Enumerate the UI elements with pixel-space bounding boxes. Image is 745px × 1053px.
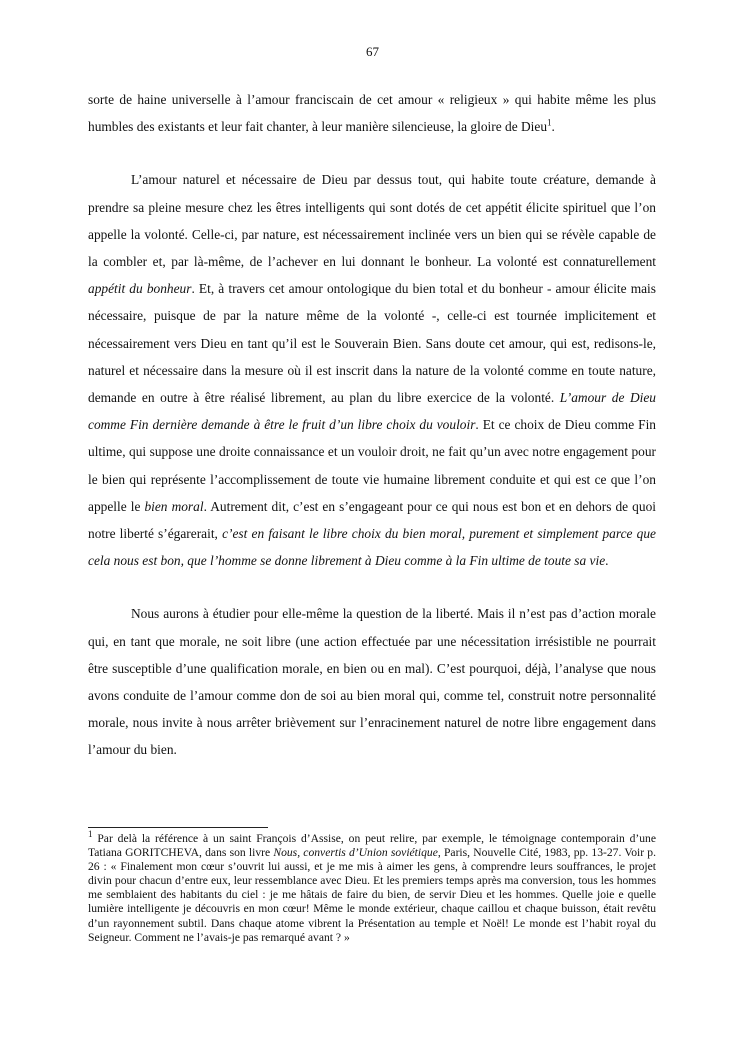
text-run: L’amour naturel et nécessaire de Dieu par dessus tout, qui habite toute créature, demande à prendre sa pleine mesure chez les êtres intelligents qui sont dotés de cet appétit élicite spirituel que l’on appelle la volonté. Celle-ci, par nature, est nécessairement inclinée vers un bien qui se révèle capable de la combler et, par là-même, de l’achever en lui donnant le bonheur. La volonté est connaturellement (88, 172, 656, 270)
text-run: . Et, à travers cet amour ontologique du bien total et du bonheur - amour élicite mais nécessaire, puisque de par la nature même de la volonté -, celle-ci est tournée implicitement et nécessairement vers Dieu en tant qu’il est le Souverain Bien. Sans doute cet amour, qui est, redisons-le, naturel et nécessaire dans la mesure où il est inscrit dans la nature de la volonté comme en toute nature, demande en outre à être réalisé librement, au plan du libre exercice de la volonté. (88, 281, 656, 406)
paragraph (88, 600, 656, 763)
text-run: . Et ce choix de Dieu comme Fin ultime, qui suppose une droite connaissance et un vouloir droit, ne fait qu’un avec notre engagement pour le bien qui représente l’accomplissement de toute vie humaine librement conduite et qui est ce que l’on appelle le (88, 417, 656, 514)
footnote-marker: 1 (88, 829, 93, 840)
text-run: sorte de haine universelle à l’amour franciscain de cet amour « religieux » qui habite même les plus humbles des existants et leur fait chanter, à leur manière silencieuse, la gloire de Dieu (88, 92, 656, 135)
italic-text: Nous, convertis d’Union soviétique (273, 846, 438, 860)
text-run: . Autrement dit, c’est en s’engageant pour ce qui nous est bon et en dehors de quoi notre liberté s’égarerait, (88, 498, 656, 542)
paragraph (88, 166, 656, 574)
text-run: Par delà la référence à un saint François d’Assise, on peut relire, par exemple, le témoignage contemporain d’une Tatiana GORITCHEVA, dans son livre (88, 832, 656, 860)
italic-text: appétit du bonheur (88, 281, 192, 297)
text-run: . (551, 119, 555, 135)
footnote (88, 829, 657, 945)
paragraph (88, 86, 656, 140)
body-text (88, 86, 656, 764)
italic-text: L’amour de Dieu comme Fin dernière demande à être le fruit d’un libre choix du vouloir (88, 390, 656, 433)
footnote-separator (88, 827, 268, 828)
italic-text: c’est en faisant le libre choix du bien moral, purement et simplement parce que cela nous est bon, que l’homme se donne librement à Dieu comme à la Fin ultime de toute sa vie (88, 526, 656, 569)
text-run: . (605, 553, 609, 569)
footnote-marker: 1 (547, 117, 552, 128)
italic-text: bien moral (144, 498, 204, 514)
text-run: Nous aurons à étudier pour elle-même la question de la liberté. Mais il n’est pas d’action morale qui, en tant que morale, ne soit libre (une action effectuée par une nécessitation irrésistible ne pourrait être susceptible d’une qualification morale, en bien ou en mal). C’est pourquoi, déjà, l’analyse que nous avons conduite de l’amour comme don de soi au bien moral qui, comme tel, construit notre personnalité morale, nous invite à nous arrêter brièvement sur l’enracinement naturel de notre libre engagement dans l’amour du bien. (88, 606, 656, 758)
text-run: , Paris, Nouvelle Cité, 1983, pp. 13-27. Voir p. 26 : « Finalement mon cœur s’ouvrit lui aussi, et je me mis à aimer les gens, à comprendre leurs souffrances, le projet divin pour chacun d’entre eux, leur ressemblance avec Dieu. Et les premiers temps après ma conversion, tous les hommes me semblaient des habitants du ciel : je me hâtais de faire du bien, de servir Dieu et les hommes. Quelle joie e quelle lumière intelligente je découvris en mon cœur! Même le monde extérieur, chaque caillou et chaque buisson, était revêtu d’un rayonnement subtil. Dans chaque atome vibrent la Présentation au temple et Noël! Le monde est l’habit royal du Seigneur. Comment ne l’avais-je pas remarqué avant ? » (88, 846, 657, 944)
page-number: 67 (366, 44, 379, 59)
